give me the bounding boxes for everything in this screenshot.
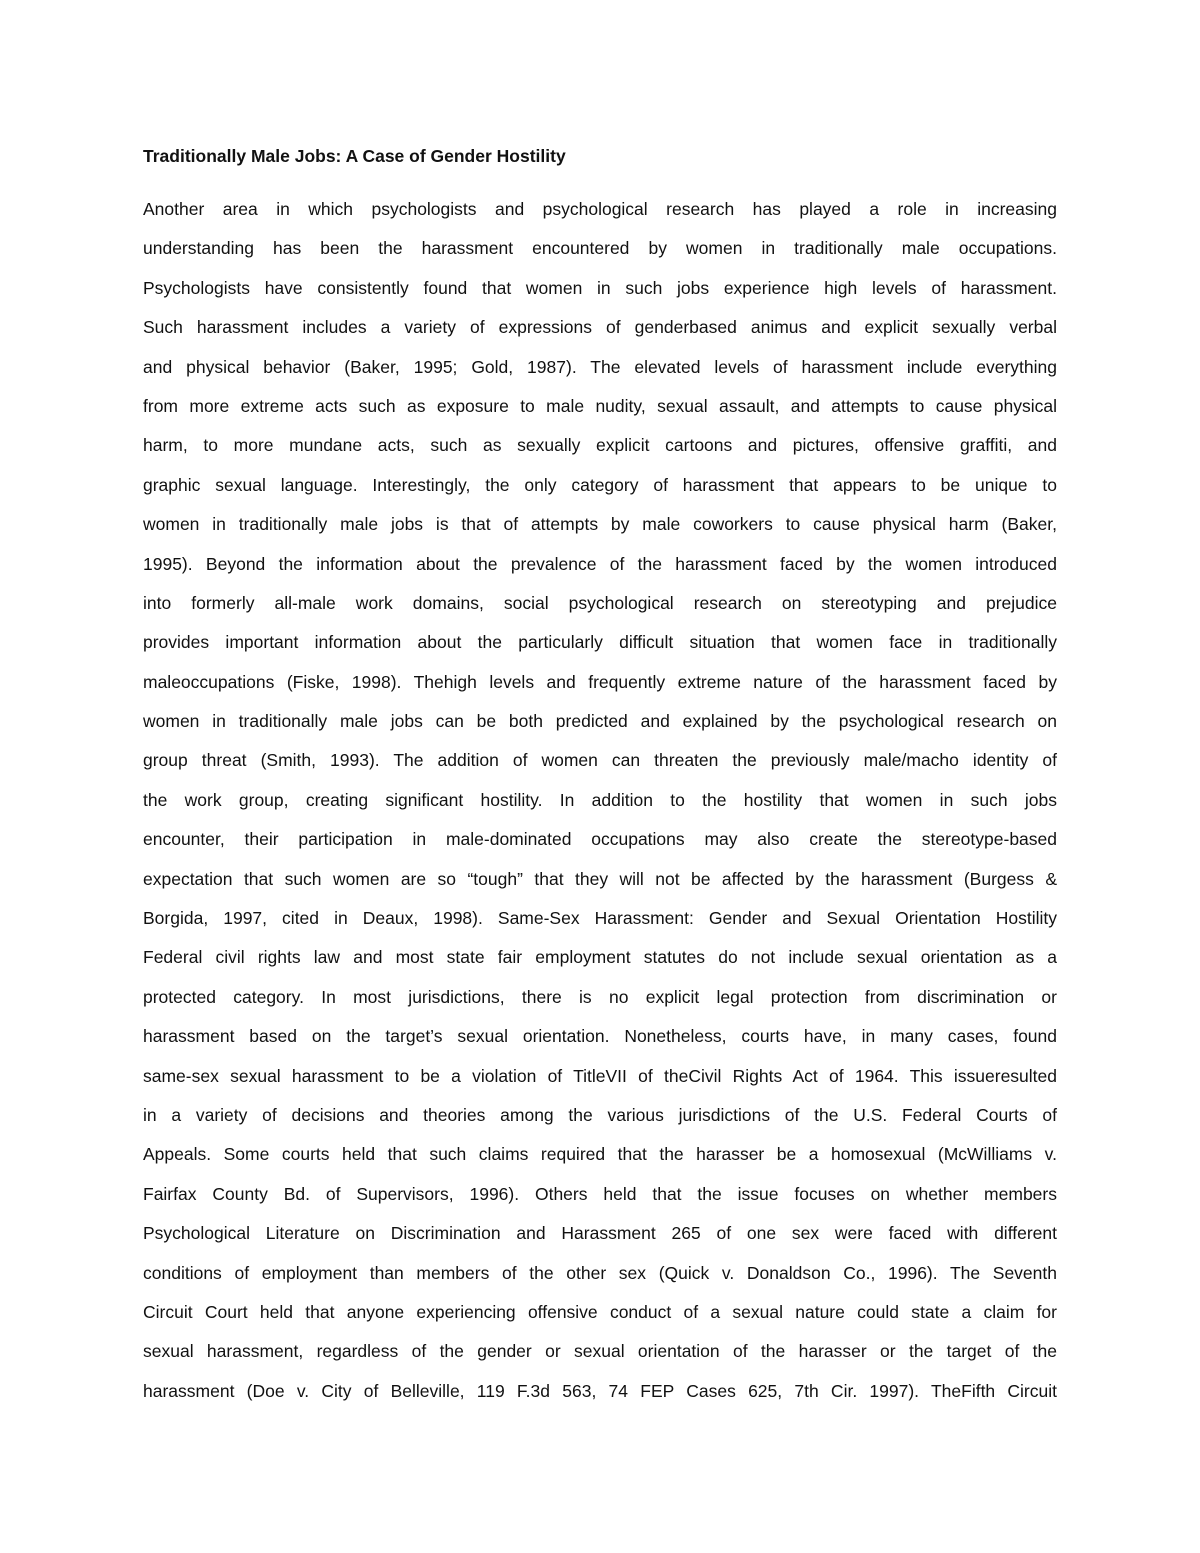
body-line: and physical behavior (Baker, 1995; Gold, 1987). The elevated levels of harassment include everything: [143, 356, 1057, 377]
body-line: 1995). Beyond the information about the prevalence of the harassment faced by the women introduced: [143, 553, 1057, 574]
body-line: understanding has been the harassment encountered by women in traditionally male occupations.: [143, 238, 1057, 259]
body-line: harassment (Doe v. City of Belleville, 119 F.3d 563, 74 FEP Cases 625, 7th Cir. 1997). TheFifth Circuit: [143, 1380, 1057, 1401]
body-line: conditions of employment than members of the other sex (Quick v. Donaldson Co., 1996). The Seventh: [143, 1262, 1057, 1283]
body-line: Another area in which psychologists and psychological research has played a role in increasing: [143, 199, 1057, 219]
body-line: Psychologists have consistently found that women in such jobs experience high levels of harassment.: [143, 277, 1057, 298]
section-heading: Traditionally Male Jobs: A Case of Gender Hostility: [143, 146, 566, 166]
body-line: harassment based on the target’s sexual orientation. Nonetheless, courts have, in many cases, found: [143, 1026, 1057, 1047]
body-line: group threat (Smith, 1993). The addition of women can threaten the previously male/macho identity of: [143, 750, 1057, 771]
body-line: maleoccupations (Fiske, 1998). Thehigh levels and frequently extreme nature of the harassment faced by: [143, 671, 1057, 692]
body-line: sexual harassment, regardless of the gender or sexual orientation of the harasser or the target of the: [143, 1341, 1057, 1362]
body-line: from more extreme acts such as exposure to male nudity, sexual assault, and attempts to cause physical: [143, 395, 1057, 416]
body-line: Such harassment includes a variety of expressions of genderbased animus and explicit sexually verbal: [143, 317, 1057, 338]
body-line: in a variety of decisions and theories among the various jurisdictions of the U.S. Federal Courts of: [143, 1104, 1057, 1125]
body-line: Fairfax County Bd. of Supervisors, 1996). Others held that the issue focuses on whether members: [143, 1183, 1057, 1204]
body-line: women in traditionally male jobs can be both predicted and explained by the psychological research on: [143, 711, 1057, 732]
body-line: expectation that such women are so “tough” that they will not be affected by the harassment (Burgess &: [143, 868, 1057, 889]
body-line: into formerly all-male work domains, social psychological research on stereotyping and prejudice: [143, 592, 1057, 613]
body-line: same-sex sexual harassment to be a violation of TitleVII of theCivil Rights Act of 1964. This issueresulted: [143, 1065, 1057, 1086]
body-line: Circuit Court held that anyone experiencing offensive conduct of a sexual nature could state a claim for: [143, 1301, 1057, 1322]
body-line: protected category. In most jurisdictions, there is no explicit legal protection from discrimination or: [143, 986, 1057, 1007]
body-paragraph: [143, 196, 1057, 1417]
body-line: harm, to more mundane acts, such as sexually explicit cartoons and pictures, offensive graffiti, and: [143, 435, 1057, 456]
body-line: the work group, creating significant hostility. In addition to the hostility that women in such jobs: [143, 789, 1057, 810]
body-line: provides important information about the particularly difficult situation that women face in traditionally: [143, 632, 1057, 653]
body-line: graphic sexual language. Interestingly, the only category of harassment that appears to be unique to: [143, 474, 1057, 495]
body-line: Borgida, 1997, cited in Deaux, 1998). Same-Sex Harassment: Gender and Sexual Orientation Hostility: [143, 908, 1057, 929]
body-line: Psychological Literature on Discrimination and Harassment 265 of one sex were faced with different: [143, 1223, 1057, 1244]
body-line: encounter, their participation in male-dominated occupations may also create the stereotype-based: [143, 829, 1057, 850]
body-line: Appeals. Some courts held that such claims required that the harasser be a homosexual (McWilliams v.: [143, 1144, 1057, 1165]
body-line: Federal civil rights law and most state fair employment statutes do not include sexual orientation as a: [143, 947, 1057, 968]
body-line: women in traditionally male jobs is that of attempts by male coworkers to cause physical harm (Baker,: [143, 514, 1057, 535]
